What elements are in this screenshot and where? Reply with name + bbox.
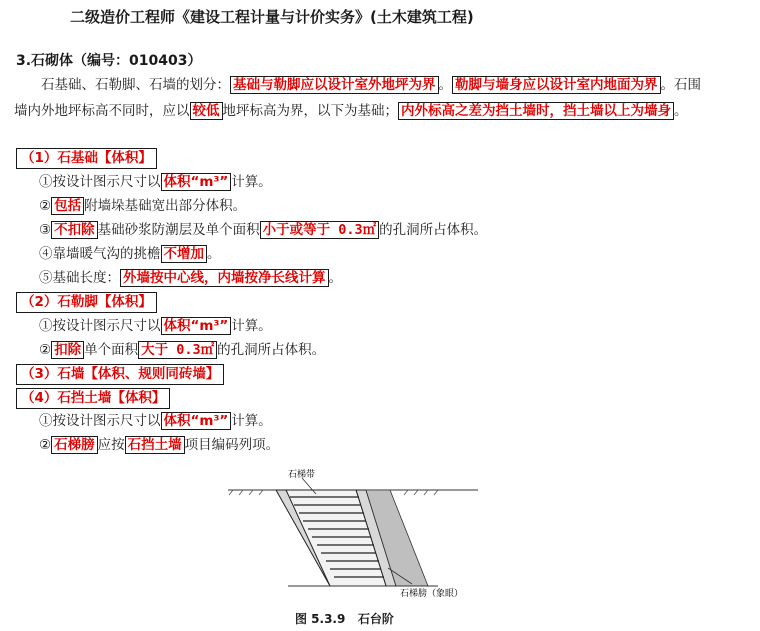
intro-text-2: 。 [438,77,452,93]
s4-item-2 [39,434,279,456]
intro-text-5: 。 [674,103,688,119]
s4-item-1 [39,410,272,432]
section-title: 3.石砌体（编号：010403） [16,53,202,69]
s2-item-1 [39,315,272,337]
s1-l4-tail: 。 [207,246,221,262]
s1-l3-mid: 基础砂浆防潮层及单个面积 [97,222,260,238]
label-stair-tread: 石梯带 [288,470,316,480]
stone-steps-figure [228,468,488,604]
heading-stone-plinth: （2）石勒脚【体积】 [16,292,157,313]
s4-l1-tail: 计算。 [231,413,272,429]
highlight-foundation-boundary: 基础与勒脚应以设计室外地坪为界 [230,76,439,94]
s1-l1-highlight: 体积“m³” [161,173,232,191]
s2-l2-tail: 的孔洞所占体积。 [217,342,326,358]
intro-text-3: 。石围墙内外地坪标高不同时，应以 [14,77,701,119]
s1-l1-text: ①按设计图示尺寸以 [39,174,161,190]
s1-l2-tail: 附墙垛基础宽出部分体积。 [84,198,247,214]
s2-l1-text: ①按设计图示尺寸以 [39,318,161,334]
highlight-retaining-wall: 内外标高之差为挡土墙时，挡土墙以上为墙身 [398,102,674,120]
s2-item-2 [39,339,325,361]
s4-l2-highlight-wall: 石挡土墙 [125,436,185,454]
s4-l2-mid: 应按 [97,437,125,453]
s1-item-1 [39,171,272,193]
heading-stone-wall: （3）石墙【体积、规则同砖墙】 [16,364,224,385]
figure-caption: 图 5.3.9 石台阶 [295,612,394,626]
s1-item-4 [39,243,221,265]
heading-stone-retaining-wall: （4）石挡土墙【体积】 [16,388,170,409]
s2-l1-tail: 计算。 [231,318,272,334]
s2-l1-highlight: 体积“m³” [161,317,232,335]
intro-text-1: 石基础、石勒脚、石墙的划分： [41,77,230,93]
s2-l2-highlight-area: 大于 0.3㎡ [138,341,217,359]
s1-item-2 [39,195,246,217]
intro-text-4: 地坪标高为界，以下为基础； [222,103,398,119]
s1-l3-highlight: 不扣除 [51,221,98,239]
s1-l5-highlight: 外墙按中心线，内墙按净长线计算 [120,269,329,287]
s1-item-5 [39,267,342,289]
s1-l1-tail: 计算。 [231,174,272,190]
s4-l1-text: ①按设计图示尺寸以 [39,413,161,429]
s2-l2-highlight: 扣除 [51,341,84,359]
highlight-wall-boundary: 勒脚与墙身应以设计室内地面为界 [452,76,661,94]
highlight-lower: 较低 [190,102,223,120]
s2-l2-mid: 单个面积 [84,342,139,358]
s4-l2-highlight: 石梯膀 [51,436,98,454]
s1-l4-text: ④靠墙暖气沟的挑檐 [39,246,161,262]
s1-l5-tail: 。 [328,270,342,286]
s1-l3-text: ③ [39,222,52,238]
s1-l2-text: ② [39,198,52,214]
s2-l2-text: ② [39,342,52,358]
s1-l2-highlight: 包括 [51,197,84,215]
s4-l1-highlight: 体积“m³” [161,412,232,430]
s4-l2-text: ② [39,437,52,453]
s1-item-3 [39,219,487,241]
s1-l5-text: ⑤基础长度： [39,270,120,286]
s1-l4-highlight: 不增加 [161,245,208,263]
label-stair-side: 石梯膀（象眼） [400,589,464,599]
s4-l2-tail: 项目编码列项。 [184,437,280,453]
s1-l3-tail: 的孔洞所占体积。 [379,222,488,238]
intro-paragraph [14,72,714,124]
s1-l3-highlight-area: 小于或等于 0.3㎡ [260,221,380,239]
document-title: 二级造价工程师《建设工程计量与计价实务》(土木建筑工程) [70,8,474,26]
heading-stone-foundation: （1）石基础【体积】 [16,148,157,169]
